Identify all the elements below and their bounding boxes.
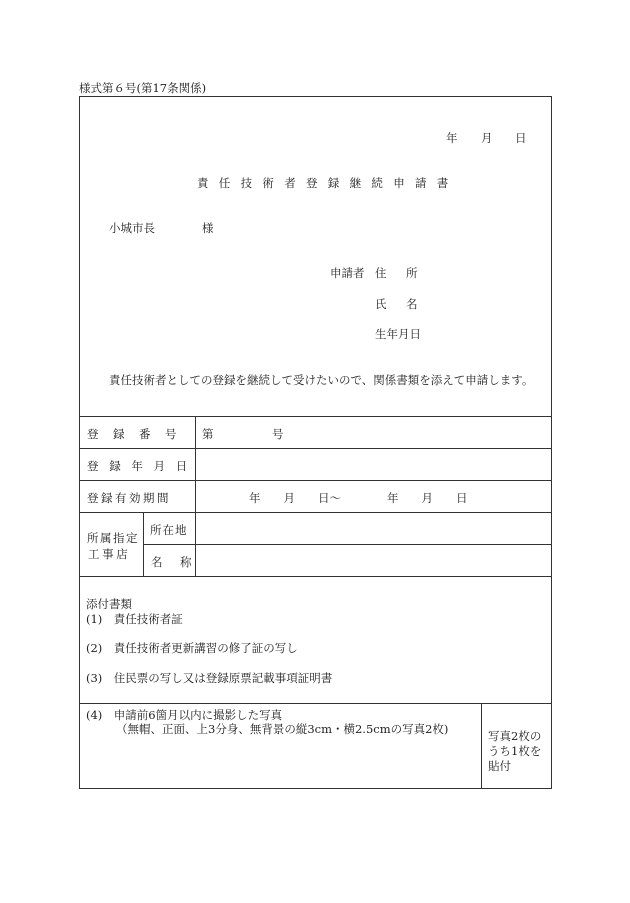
page-title: 責任技術者登録継続申請書 <box>197 176 459 190</box>
contractor-label-line2: 工 事 店 <box>88 547 128 561</box>
contractor-location-field[interactable] <box>200 516 548 540</box>
attachment-item: (1) 責任技術者証 <box>86 612 183 626</box>
reg-number-suffix: 号 <box>272 427 284 441</box>
attachment-item: (2) 責任技術者更新講習の修了証の写し <box>86 641 298 655</box>
contractor-name-field[interactable] <box>200 548 548 572</box>
date-day: 日 <box>515 131 527 145</box>
divider <box>79 416 552 417</box>
attachments-heading: 添付書類 <box>86 597 132 611</box>
validity-label: 登録有効期間 <box>87 491 171 505</box>
contractor-label-line1: 所属指定 <box>87 531 139 545</box>
attachment-item: (3) 住民票の写し又は登録原票記載事項証明書 <box>86 671 333 685</box>
applicant-address-label: 住 所 <box>375 266 422 280</box>
addressee-name: 小城市長 <box>109 221 155 235</box>
divider <box>79 512 552 513</box>
photo-item-line2: （無帽、正面、上3分身、無背景の縦3cm・横2.5cmの写真2枚) <box>116 722 449 736</box>
applicant-birthdate-label: 生年月日 <box>375 327 421 341</box>
reg-date-label: 登 録 年 月 日 <box>87 459 187 473</box>
reg-number-field[interactable] <box>218 420 268 444</box>
photo-box-line: 貼付 <box>488 759 511 773</box>
divider <box>143 544 552 545</box>
divider <box>143 512 144 576</box>
photo-item-line1: (4) 申請前6箇月以内に撮影した写真 <box>86 708 283 722</box>
addressee-honorific: 様 <box>202 221 214 235</box>
divider <box>195 416 196 576</box>
photo-box-line: うち1枚を <box>488 744 542 758</box>
date-year: 年 <box>446 131 458 145</box>
form-label: 様式第６号(第17条関係) <box>79 81 207 95</box>
applicant-label: 申請者 <box>330 266 365 280</box>
contractor-location-label: 所在地 <box>150 523 188 537</box>
reg-date-field[interactable] <box>200 452 548 476</box>
divider <box>481 703 482 789</box>
divider <box>79 576 552 577</box>
reg-number-label: 登 録 番 号 <box>87 427 178 441</box>
photo-box-line: 写真2枚の <box>488 729 542 743</box>
contractor-name-label: 名 称 <box>151 555 195 569</box>
statement: 責任技術者としての登録を継続して受けたいので、関係書類を添えて申請します。 <box>109 373 534 387</box>
date-month: 月 <box>481 131 493 145</box>
validity-value: 年 月 日～ 年 月 日 <box>249 491 468 505</box>
reg-number-prefix: 第 <box>202 427 214 441</box>
divider <box>79 480 552 481</box>
applicant-name-label: 氏 名 <box>375 297 422 311</box>
divider <box>79 448 552 449</box>
